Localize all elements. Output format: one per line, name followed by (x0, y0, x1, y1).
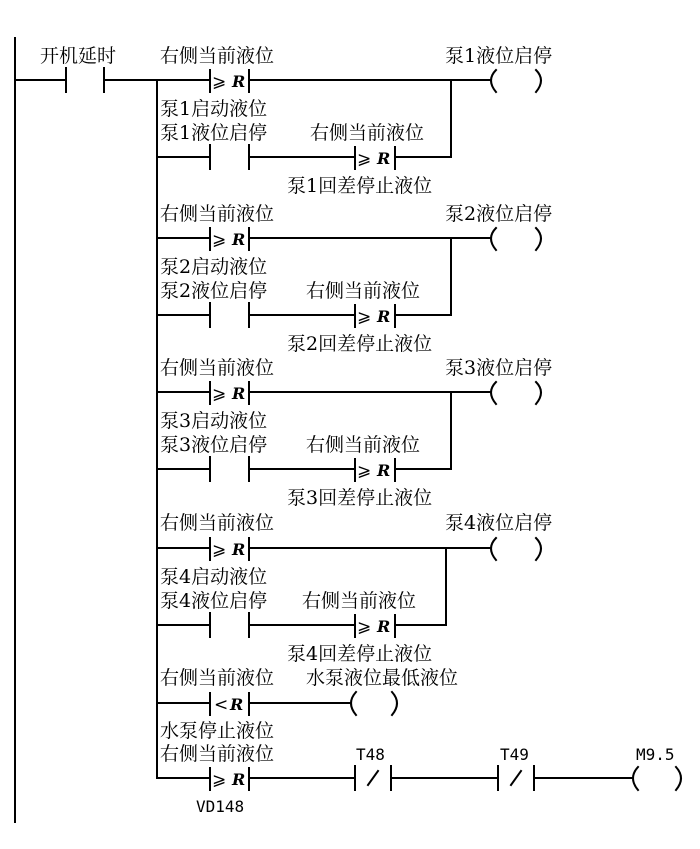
cmp-operand-label: VD148 (196, 797, 245, 816)
cmp1-label: 右侧当前液位 (160, 512, 275, 534)
cmp-pump-stop-level-label: 水泵停止液位 (160, 720, 275, 742)
svg-text:R: R (232, 770, 246, 789)
contact-pump1-selfhold[interactable] (210, 145, 249, 169)
contact-pump1-label: 泵1液位启停 (160, 122, 268, 144)
compare-ge-r-2b[interactable] (355, 305, 395, 327)
compare-ge-r-1[interactable] (210, 70, 249, 92)
compare-ge-r-4[interactable] (210, 538, 249, 560)
contact-t48-nc[interactable] (355, 766, 391, 790)
coil-pump2[interactable] (491, 228, 541, 250)
coil-pump1-label: 泵1液位启停 (445, 45, 553, 67)
cmp2-label: 右侧当前液位 (310, 122, 425, 144)
svg-text:⩾: ⩾ (212, 384, 227, 404)
svg-text:R: R (232, 72, 246, 91)
svg-text:⩾: ⩾ (212, 230, 227, 250)
coil-pump4-label: 泵4液位启停 (445, 512, 553, 534)
pump4-hysteresis-stop-label: 泵4回差停止液位 (287, 643, 433, 665)
rung-1 (15, 45, 552, 197)
contact-pump3-label: 泵3液位启停 (160, 434, 268, 456)
pump1-hysteresis-stop-label: 泵1回差停止液位 (287, 175, 433, 197)
coil-pump4[interactable] (491, 538, 541, 560)
contact-pump4-selfhold[interactable] (210, 613, 249, 637)
coil-pump-lowest-level[interactable] (351, 692, 397, 715)
rung-5 (157, 667, 458, 742)
coil-m95[interactable] (633, 767, 681, 790)
rung-3 (157, 357, 552, 509)
svg-text:⩾: ⩾ (212, 72, 227, 92)
coil-pump2-label: 泵2液位启停 (445, 203, 553, 225)
cmp2-label: 右侧当前液位 (302, 590, 417, 612)
svg-text:R: R (232, 384, 246, 403)
compare-ge-r-1b[interactable] (355, 147, 395, 169)
coil-m95-label: M9.5 (636, 745, 675, 764)
pump2-hysteresis-stop-label: 泵2回差停止液位 (287, 333, 433, 355)
cmp2-label: 右侧当前液位 (306, 280, 421, 302)
compare-ge-r-2[interactable] (210, 228, 249, 250)
svg-text:R: R (230, 695, 244, 714)
cmp1-label: 右侧当前液位 (160, 357, 275, 379)
coil-pump3-label: 泵3液位启停 (445, 357, 553, 379)
rung-2 (157, 203, 552, 355)
coil-pump3[interactable] (491, 382, 541, 404)
svg-text:⩾: ⩾ (212, 770, 227, 790)
contact-t49-label: T49 (500, 745, 529, 764)
compare-ge-r-4b[interactable] (355, 615, 395, 637)
contact-t48-label: T48 (356, 745, 385, 764)
svg-text:R: R (232, 540, 246, 559)
svg-text:R: R (377, 461, 391, 480)
svg-text:⩾: ⩾ (357, 149, 372, 169)
svg-text:R: R (377, 307, 391, 326)
contact-pump4-label: 泵4液位启停 (160, 590, 268, 612)
contact-pump2-selfhold[interactable] (210, 303, 249, 327)
contact-startup-delay[interactable] (66, 68, 104, 92)
cmp-pump2-start-level-label: 泵2启动液位 (160, 256, 268, 278)
svg-text:⩾: ⩾ (357, 617, 372, 637)
rung-4 (157, 512, 552, 665)
cmp-pump1-start-level-label: 泵1启动液位 (160, 98, 268, 120)
svg-text:⩾: ⩾ (212, 540, 227, 560)
cmp1-label: 右侧当前液位 (160, 203, 275, 225)
compare-ge-r-3b[interactable] (355, 459, 395, 481)
contact-pump2-label: 泵2液位启停 (160, 280, 268, 302)
svg-text:⩾: ⩾ (357, 307, 372, 327)
svg-text:<: < (214, 695, 229, 715)
rung-6 (157, 743, 681, 816)
compare-ge-r-3[interactable] (210, 382, 249, 404)
compare-lt-r-5[interactable] (210, 693, 249, 715)
contact-t49-nc[interactable] (498, 766, 534, 790)
cmp1-label: 右侧当前液位 (160, 45, 275, 67)
svg-text:⩾: ⩾ (357, 461, 372, 481)
cmp2-label: 右侧当前液位 (306, 434, 421, 456)
cmp1-label: 右侧当前液位 (160, 667, 275, 689)
cmp-pump3-start-level-label: 泵3启动液位 (160, 410, 268, 432)
compare-ge-r-6[interactable] (210, 768, 249, 790)
contact-startup-delay-label: 开机延时 (40, 45, 117, 67)
cmp1-label: 右侧当前液位 (160, 743, 275, 765)
coil-pump-lowest-level-label: 水泵液位最低液位 (306, 667, 459, 689)
pump3-hysteresis-stop-label: 泵3回差停止液位 (287, 487, 433, 509)
svg-text:R: R (377, 617, 391, 636)
svg-text:R: R (232, 230, 246, 249)
coil-pump1[interactable] (491, 70, 541, 92)
svg-text:R: R (377, 149, 391, 168)
cmp-pump4-start-level-label: 泵4启动液位 (160, 566, 268, 588)
contact-pump3-selfhold[interactable] (210, 457, 249, 481)
